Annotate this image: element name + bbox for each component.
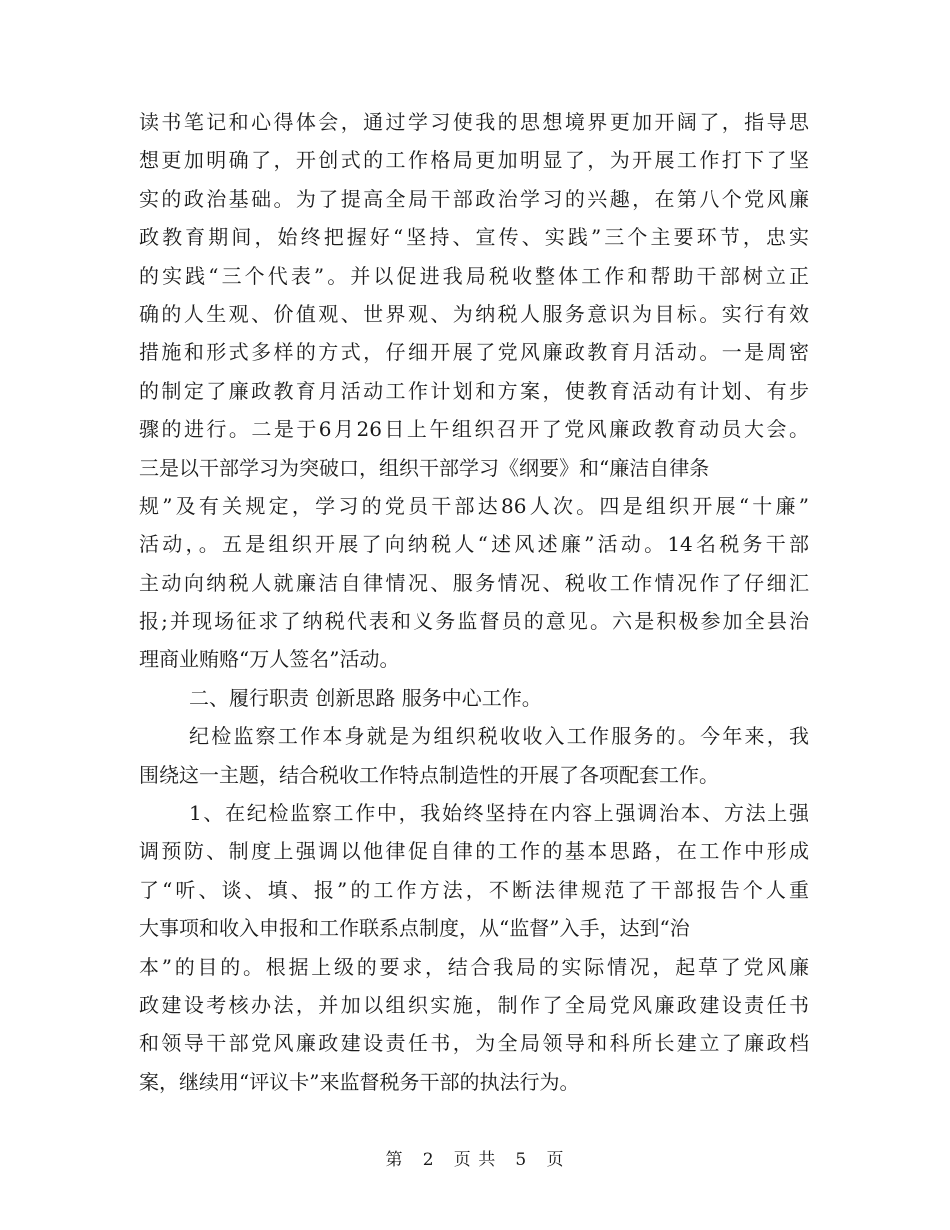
document-body xyxy=(139,103,809,1101)
text-line: 和领导干部党风廉政建设责任书，为全局领导和科所长建立了廉政档 xyxy=(139,1031,809,1056)
text-line: 围绕这一主题，结合税收工作特点制造性的开展了各项配套工作。 xyxy=(139,762,719,787)
text-line: 措施和形式多样的方式，仔细开展了党风廉政教育月活动。一是周密 xyxy=(139,340,809,365)
text-line: 政教育期间，始终把握好“坚持、宣传、实践”三个主要环节，忠实 xyxy=(139,225,809,250)
text-line: 本”的目的。根据上级的要求，结合我局的实际情况，起草了党风廉 xyxy=(139,954,809,979)
text-line: 案，继续用“评议卡”来监督税务干部的执法行为。 xyxy=(139,1069,580,1094)
footer-prefix: 第 xyxy=(385,1150,404,1170)
text-line: 骤的进行。二是于6月26日上午组织召开了党风廉政教育动员大会。 xyxy=(139,417,809,442)
text-line: 调预防、制度上强调以他律促自律的工作的基本思路，在工作中形成 xyxy=(139,839,809,864)
text-line: 读书笔记和心得体会，通过学习使我的思想境界更加开阔了，指导思 xyxy=(139,110,809,134)
footer-middle: 页 共 xyxy=(453,1150,497,1170)
text-line: 的制定了廉政教育月活动工作计划和方案，使教育活动有计划、有步 xyxy=(139,378,809,403)
footer-total-pages: 5 xyxy=(515,1150,528,1170)
text-line: 纪检监察工作本身就是为组织税收收入工作服务的。今年来，我 xyxy=(189,724,809,749)
footer-current-page: 2 xyxy=(422,1150,435,1170)
text-line: 三是以干部学习为突破口，组织干部学习《纲要》和“廉洁自律条 xyxy=(139,455,710,480)
text-line: 实的政治基础。为了提高全局干部政治学习的兴趣，在第八个党风廉 xyxy=(139,186,809,211)
text-line: 政建设考核办法，并加以组织实施，制作了全局党风廉政建设责任书 xyxy=(139,992,809,1017)
text-line: 1、在纪检监察工作中，我始终坚持在内容上强调治本、方法上强 xyxy=(189,801,809,826)
text-line: 规”及有关规定，学习的党员干部达86人次。四是组织开展“十廉” xyxy=(139,493,809,518)
text-line: 报;并现场征求了纳税代表和义务监督员的意见。六是积极参加全县治 xyxy=(139,609,809,634)
page-footer xyxy=(0,1145,950,1170)
text-line: 想更加明确了，开创式的工作格局更加明显了，为开展工作打下了坚 xyxy=(139,148,809,173)
text-line: 理商业贿赂“万人签名”活动。 xyxy=(139,647,400,672)
text-line: 的实践“三个代表”。并以促进我局税收整体工作和帮助干部树立正 xyxy=(139,263,809,288)
text-line: 确的人生观、价值观、世界观、为纳税人服务意识为目标。实行有效 xyxy=(139,301,809,326)
text-line: 主动向纳税人就廉洁自律情况、服务情况、税收工作情况作了仔细汇 xyxy=(139,570,809,595)
footer-suffix: 页 xyxy=(546,1150,565,1170)
text-line: 二、履行职责 创新思路 服务中心工作。 xyxy=(189,685,542,710)
text-line: 活动，。五是组织开展了向纳税人“述风述廉”活动。14名税务干部 xyxy=(139,532,809,557)
text-line: 大事项和收入申报和工作联系点制度，从“监督”入手，达到“治 xyxy=(139,916,690,941)
text-line: 了“听、谈、填、报”的工作方法，不断法律规范了干部报告个人重 xyxy=(139,877,809,902)
